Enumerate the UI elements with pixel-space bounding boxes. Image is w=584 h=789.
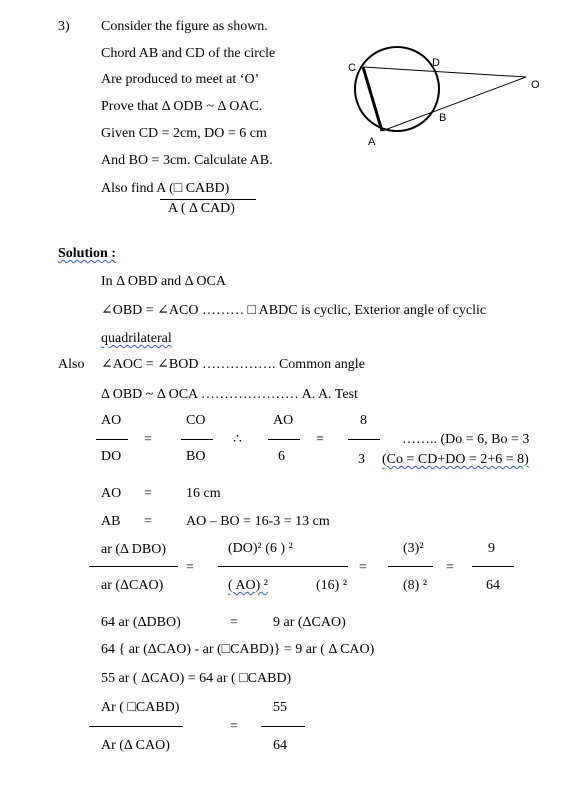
equals-sign: =: [144, 432, 152, 447]
question-line: Prove that Δ ODB ~ Δ OAC.: [101, 99, 263, 114]
question-line: Given CD = 2cm, DO = 6 cm: [101, 126, 267, 141]
equals-sign: =: [230, 719, 238, 734]
fraction-bar: [261, 726, 305, 727]
find-denominator: A ( Δ CAD): [168, 201, 235, 216]
fraction-bar: [89, 726, 183, 727]
fraction-bar: [268, 439, 300, 440]
ratio-den: 3: [358, 452, 365, 467]
label-o: O: [531, 79, 540, 91]
fraction-bar: [181, 439, 213, 440]
area-num: 9: [488, 541, 495, 556]
chord-ca: [363, 67, 382, 131]
fraction-bar: [89, 566, 178, 567]
equals-sign: =: [446, 560, 454, 575]
equals-sign: =: [230, 615, 238, 630]
ratio-den: DO: [101, 449, 122, 464]
area-num: (DO)² (6 ) ²: [228, 541, 293, 556]
question-line: Chord AB and CD of the circle: [101, 46, 276, 61]
therefore-sign: ∴: [233, 432, 242, 447]
ratio-num: 8: [360, 413, 367, 428]
equals-sign: =: [316, 432, 324, 447]
square-box: □: [173, 181, 183, 196]
question-line: Are produced to meet at ‘O’: [101, 72, 260, 87]
step1-right: 9 ar (ΔCAO): [273, 615, 346, 630]
area-den: ( AO) ²: [228, 578, 268, 593]
label-a: A: [368, 136, 376, 148]
step3: 55 ar ( ΔCAO) = 64 ar ( □CABD): [101, 671, 292, 686]
fraction-bar: [160, 199, 256, 200]
fraction-bar: [218, 566, 348, 567]
final-right-num: 55: [273, 700, 287, 715]
label-d: D: [432, 57, 440, 69]
equals-sign: =: [144, 514, 152, 529]
solution-line: In Δ OBD and Δ OCA: [101, 274, 226, 289]
question-line: And BO = 3cm. Calculate AB.: [101, 153, 273, 168]
find-numerator: Also find A (□ CABD): [101, 181, 230, 196]
ratio-num: AO: [101, 413, 122, 428]
ratio-den: 6: [278, 449, 285, 464]
circle: [355, 47, 439, 131]
ab-value: AO – BO = 16-3 = 13 cm: [186, 514, 330, 529]
area-den: ar (ΔCAO): [101, 578, 164, 593]
fraction-bar: [348, 439, 380, 440]
ab-label: AB: [101, 514, 121, 529]
area-num: (3)²: [403, 541, 424, 556]
ratio-note: …….. (Do = 6, Bo = 3: [402, 432, 530, 447]
ratio-num: AO: [273, 413, 294, 428]
final-num: Ar ( □CABD): [101, 700, 180, 715]
area-den: 64: [486, 578, 500, 593]
ratio-den: BO: [186, 449, 206, 464]
area-den: (8) ²: [403, 578, 428, 593]
chord-ab-extended: [382, 77, 526, 131]
equals-sign: =: [144, 486, 152, 501]
step2: 64 { ar (ΔCAO) - ar (□CABD)} = 9 ar ( Δ CAO): [101, 642, 375, 657]
ratio-num: CO: [186, 413, 206, 428]
question-line: Consider the figure as shown.: [101, 19, 268, 34]
label-b: B: [439, 112, 447, 124]
fraction-bar: [388, 566, 433, 567]
solution-line: quadrilateral: [101, 331, 172, 346]
solution-line: ∠OBD = ∠ACO ……… □ ABDC is cyclic, Exterior angle of cyclic: [101, 303, 487, 318]
solution-line: Δ OBD ~ Δ OCA ………………… A. A. Test: [101, 387, 358, 402]
area-den: (16) ²: [316, 578, 348, 593]
final-right-den: 64: [273, 738, 287, 753]
also-label: Also: [58, 357, 85, 372]
chord-cd-extended: [363, 67, 526, 77]
equals-sign: =: [186, 560, 194, 575]
label-c: C: [348, 62, 356, 74]
fraction-bar: [96, 439, 128, 440]
final-den: Ar (Δ CAO): [101, 738, 170, 753]
solution-line: ∠AOC = ∠BOD ……………. Common angle: [101, 357, 365, 372]
step1-left: 64 ar (ΔDBO): [101, 615, 181, 630]
area-num: ar (Δ DBO): [101, 542, 166, 557]
ao-value: 16 cm: [186, 486, 221, 501]
question-number: 3): [58, 19, 70, 34]
ratio-note: (Co = CD+DO = 2+6 = 8): [382, 452, 529, 467]
ao-label: AO: [101, 486, 122, 501]
fraction-bar: [472, 566, 514, 567]
solution-heading: Solution :: [58, 246, 116, 261]
circle-figure: [340, 45, 560, 155]
equals-sign: =: [359, 560, 367, 575]
